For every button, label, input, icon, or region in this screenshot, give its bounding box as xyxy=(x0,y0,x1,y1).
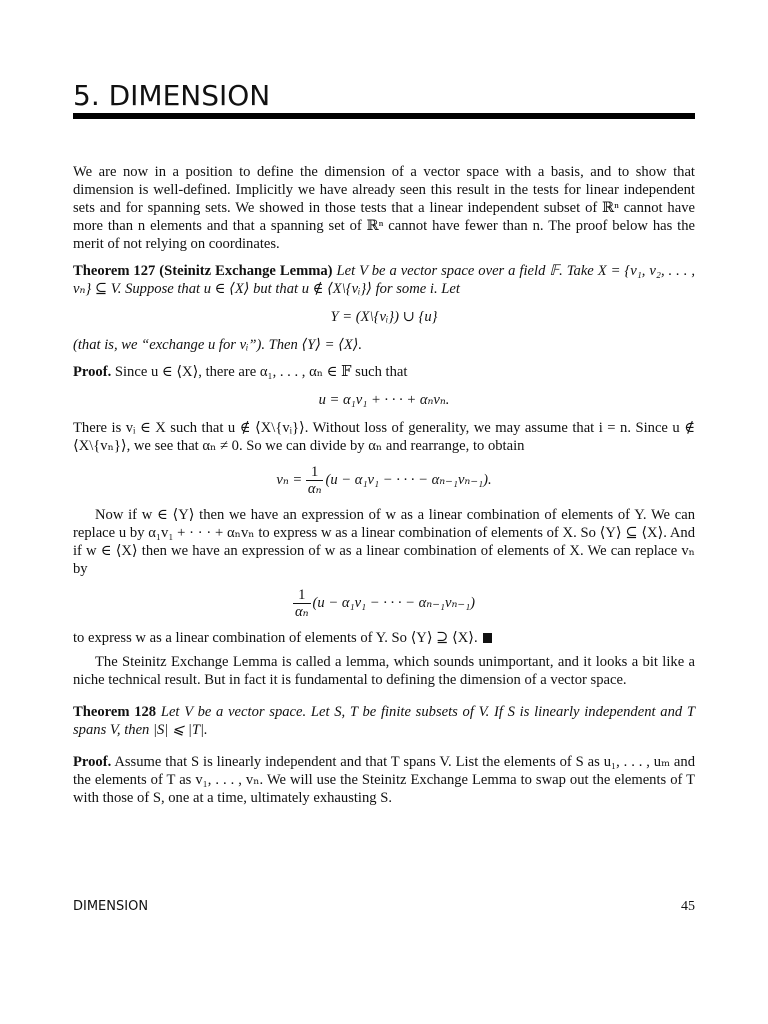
proof-2-text: Assume that S is linearly independent and that T spans V. List the elements of S as u₁, . . . , uₘ and the elements of T as v₁, . . . , vₙ. We will use the Steinitz Exchange Lemma to swap out the elements of T with those of S, one at a time, ultimately exhausting S. xyxy=(73,754,696,806)
proof-2 xyxy=(73,753,695,807)
theorem-127 xyxy=(73,262,695,298)
theorem-127-after: (that is, we “exchange u for vᵢ”). Then ⟨Y⟩ = ⟨X⟩. xyxy=(73,337,363,353)
display-2-fraction xyxy=(306,464,324,497)
heading-rule xyxy=(73,113,695,119)
theorem-127-statement: Let V be a vector space over a field 𝔽. Take X = {v₁, v₂, . . . , vₙ} ⊆ V. Suppose that u ∈ ⟨X⟩ but that u ∉ ⟨X\{vᵢ}⟩ for some i. Let xyxy=(73,263,695,297)
theorem-127-display: Y = (X\{vᵢ}) ∪ {u} xyxy=(330,309,438,325)
display-2-rhs: (u − α₁v₁ − · · · − αₙ₋₁vₙ₋₁). xyxy=(325,471,492,488)
proof-1-text-2: There is vᵢ ∈ X such that u ∉ ⟨X\{vᵢ}⟩. Without loss of generality, we may assume that i = n. Since u ∉ ⟨X\{vₙ}⟩, we see that αₙ ≠ 0. So we can divide by αₙ and rearrange, to obtain xyxy=(73,420,695,454)
page-body xyxy=(73,163,695,807)
proof-1-display-1: u = α₁v₁ + · · · + αₙvₙ. xyxy=(318,392,450,408)
display-3-denominator: αₙ xyxy=(294,604,309,620)
proof-1-text-3: Now if w ∈ ⟨Y⟩ then we have an expression of w as a linear combination of elements of Y. We can replace u by α₁v₁ + · · · + αₙvₙ to express w as a linear combination of elements of X. So ⟨Y⟩ ⊆ ⟨X⟩. And if w ∈ ⟨X⟩ then we have an expression of w as a linear combination of elements of X. We can replace vₙ by xyxy=(73,507,695,577)
intro-paragraph: We are now in a position to define the dimension of a vector space with a basis, and to show that dimension is well-defined. Implicitly we have already seen this result in the tests for linear independent sets and for spanning sets. We showed in those tests that a linear independent subset of ℝⁿ cannot have more than n elements and that a spanning set of ℝⁿ cannot have fewer than n. The proof below has the merit of not relying on coordinates. xyxy=(73,164,695,252)
display-3-rhs: (u − α₁v₁ − · · · − αₙ₋₁vₙ₋₁) xyxy=(312,594,476,611)
qed-symbol xyxy=(483,633,492,643)
proof-1-label: Proof. xyxy=(73,364,112,380)
running-footer: DIMENSION xyxy=(73,899,149,914)
display-2-numerator: 1 xyxy=(311,464,319,480)
proof-1-text-1: Since u ∈ ⟨X⟩, there are α₁, . . . , αₙ ∈ 𝔽 such that xyxy=(114,364,408,380)
display-3-fraction xyxy=(293,587,311,620)
display-2-denominator: αₙ xyxy=(307,481,322,497)
theorem-127-label: Theorem 127 (Steinitz Exchange Lemma) xyxy=(73,263,333,279)
proof-1-display-3 xyxy=(73,587,695,620)
display-2-lhs: vₙ = xyxy=(276,471,303,488)
proof-1-conclusion xyxy=(73,629,695,647)
display-3-numerator: 1 xyxy=(298,587,306,603)
theorem-128-statement: Let V be a vector space. Let S, T be finite subsets of V. If S is linearly independent and T spans V, then |S| ⩽ |T|. xyxy=(73,704,696,738)
proof-2-label: Proof. xyxy=(73,754,112,770)
theorem-128-label: Theorem 128 xyxy=(73,704,157,720)
proof-1-display-2 xyxy=(73,464,695,497)
proof-1-text-4: to express w as a linear combination of elements of Y. So ⟨Y⟩ ⊇ ⟨X⟩. xyxy=(73,630,478,646)
page-number: 45 xyxy=(681,899,695,914)
remark-paragraph: The Steinitz Exchange Lemma is called a lemma, which sounds unimportant, and it looks a bit like a niche technical result. But in fact it is fundamental to defining the dimension of a vector space. xyxy=(73,654,695,688)
chapter-heading: 5. DIMENSION xyxy=(73,79,271,112)
proof-1-intro xyxy=(73,363,695,381)
theorem-128 xyxy=(73,703,695,739)
